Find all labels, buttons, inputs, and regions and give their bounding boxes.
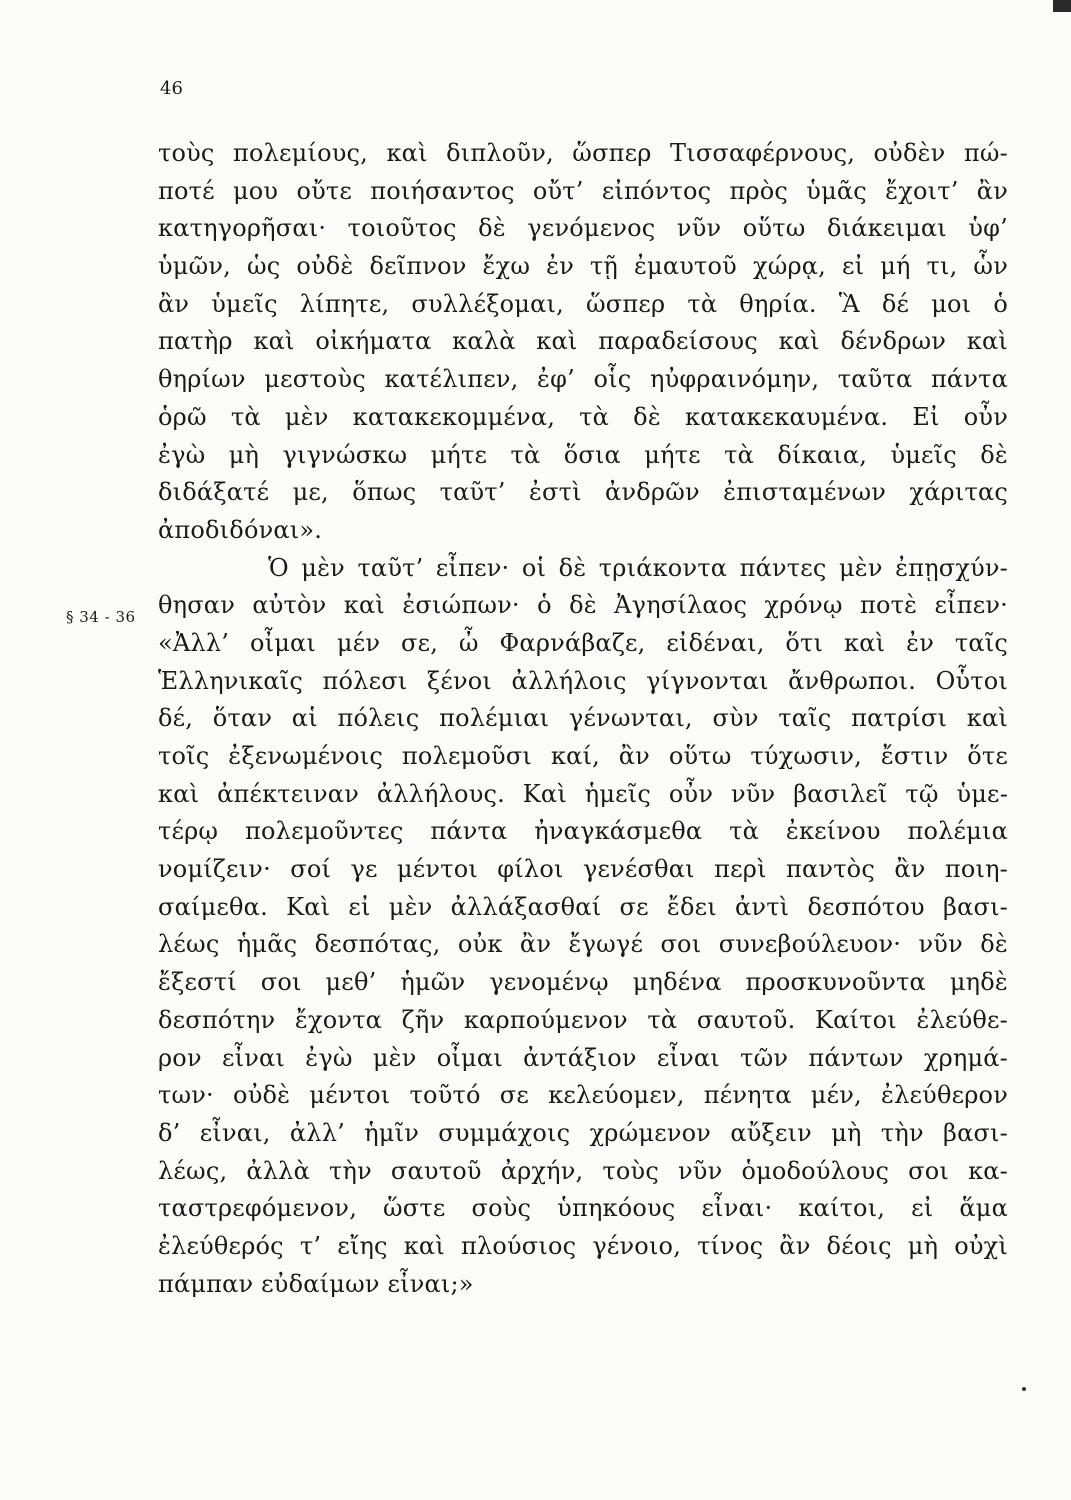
text-line: κατηγορῆσαι· τοιοῦτος δὲ γενόμενος νῦν οὕτω διάκειμαι ὑφ’	[158, 214, 1008, 243]
text-line: των· οὐδὲ μέντοι τοῦτό σε κελεύομεν, πένητα μέν, ἐλεύθερον	[158, 1081, 1008, 1110]
text-line: ἐλεύθερός τ’ εἴης καὶ πλούσιος γένοιο, τίνος ἂν δέοις μὴ οὐχὶ	[158, 1231, 1008, 1260]
text-line: ἂν ὑμεῖς λίπητε, συλλέξομαι, ὥσπερ τὰ θηρία. Ἃ δέ μοι ὁ	[158, 289, 1008, 318]
greek-text-body	[158, 135, 1008, 1303]
scan-edge-mark	[1053, 0, 1071, 12]
text-line: ταστρεφόμενον, ὥστε σοὺς ὑπηκόους εἶναι· καίτοι, εἰ ἅμα	[158, 1194, 1008, 1223]
text-line: λέως, ἀλλὰ τὴν σαυτοῦ ἀρχήν, τοὺς νῦν ὁμοδούλους σοι κα-	[158, 1156, 1008, 1185]
margin-section-reference: § 34 - 36	[66, 608, 136, 626]
text-line: ἐγὼ μὴ γιγνώσκω μήτε τὰ ὅσια μήτε τὰ δίκαια, ὑμεῖς δὲ	[158, 440, 1008, 469]
text-line: «Ἀλλ’ οἶμαι μέν σε, ὦ Φαρνάβαζε, εἰδέναι, ὅτι καὶ ἐν ταῖς	[158, 628, 1008, 657]
text-line: ἀποδιδόναι».	[158, 515, 323, 544]
text-line: καὶ ἀπέκτειναν ἀλλήλους. Καὶ ἡμεῖς οὖν νῦν βασιλεῖ τῷ ὑμε-	[158, 779, 1008, 808]
text-line: θηρίων μεστοὺς κατέλιπεν, ἐφ’ οἷς ηὐφραινόμην, ταῦτα πάντα	[158, 365, 1008, 394]
text-line: νομίζειν· σοί γε μέντοι φίλοι γενέσθαι περὶ παντὸς ἂν ποιη-	[158, 855, 1008, 884]
text-line: ὁρῶ τὰ μὲν κατακεκομμένα, τὰ δὲ κατακεκαυμένα. Εἰ οὖν	[158, 402, 1008, 431]
text-line: τέρῳ πολεμοῦντες πάντα ἠναγκάσμεθα τὰ ἐκείνου πολέμια	[158, 817, 1008, 846]
text-line: τοὺς πολεμίους, καὶ διπλοῦν, ὥσπερ Τισσαφέρνους, οὐδὲν πώ-	[158, 139, 1008, 167]
text-line: ρον εἶναι ἐγὼ μὲν οἶμαι ἀντάξιον εἶναι τῶν πάντων χρημά-	[158, 1043, 1008, 1072]
text-line: λέως ἡμᾶς δεσπότας, οὐκ ἂν ἔγωγέ σοι συνεβούλευον· νῦν δὲ	[158, 930, 1008, 959]
text-line: σαίμεθα. Καὶ εἰ μὲν ἀλλάξασθαί σε ἔδει ἀντὶ δεσπότου βασι-	[158, 892, 1008, 921]
text-line: δεσπότην ἔχοντα ζῆν καρπούμενον τὰ σαυτοῦ. Καίτοι ἐλεύθε-	[158, 1005, 1008, 1034]
text-line-paragraph-start: Ὁ μὲν ταῦτ’ εἶπεν· οἱ δὲ τριάκοντα πάντες μὲν ἐπῃσχύν-	[268, 553, 1008, 582]
text-line: θησαν αὐτὸν καὶ ἐσιώπων· ὁ δὲ Ἀγησίλαος χρόνῳ ποτὲ εἶπεν·	[158, 591, 1008, 620]
text-line: ἔξεστί σοι μεθ’ ἡμῶν γενομένῳ μηδένα προσκυνοῦντα μηδὲ	[158, 968, 1008, 997]
page-number: 46	[160, 78, 183, 99]
text-line: ὑμῶν, ὡς οὐδὲ δεῖπνον ἔχω ἐν τῇ ἐμαυτοῦ χώρᾳ, εἰ μή τι, ὧν	[158, 252, 1008, 281]
scan-speck	[1022, 1387, 1026, 1391]
text-line: Ἑλληνικαῖς πόλεσι ξένοι ἀλλήλοις γίγνονται ἄνθρωποι. Οὗτοι	[158, 666, 1008, 695]
text-line: τοῖς ἐξενωμένοις πολεμοῦσι καί, ἂν οὕτω τύχωσιν, ἔστιν ὅτε	[158, 742, 1008, 770]
text-line: διδάξατέ με, ὅπως ταῦτ’ ἐστὶ ἀνδρῶν ἐπισταμένων χάριτας	[158, 478, 1008, 507]
text-line: δέ, ὅταν αἱ πόλεις πολέμιαι γένωνται, σὺν ταῖς πατρίσι καὶ	[158, 704, 1008, 733]
text-line: δ’ εἶναι, ἀλλ’ ἡμῖν συμμάχοις χρώμενον αὔξειν μὴ τὴν βασι-	[158, 1118, 1008, 1147]
text-line: πάμπαν εὐδαίμων εἶναι;»	[158, 1269, 474, 1298]
text-line: πατὴρ καὶ οἰκήματα καλὰ καὶ παραδείσους καὶ δένδρων καὶ	[158, 327, 1008, 356]
text-line: ποτέ μου οὔτε ποιήσαντος οὔτ’ εἰπόντος πρὸς ὑμᾶς ἔχοιτ’ ἂν	[158, 176, 1008, 205]
